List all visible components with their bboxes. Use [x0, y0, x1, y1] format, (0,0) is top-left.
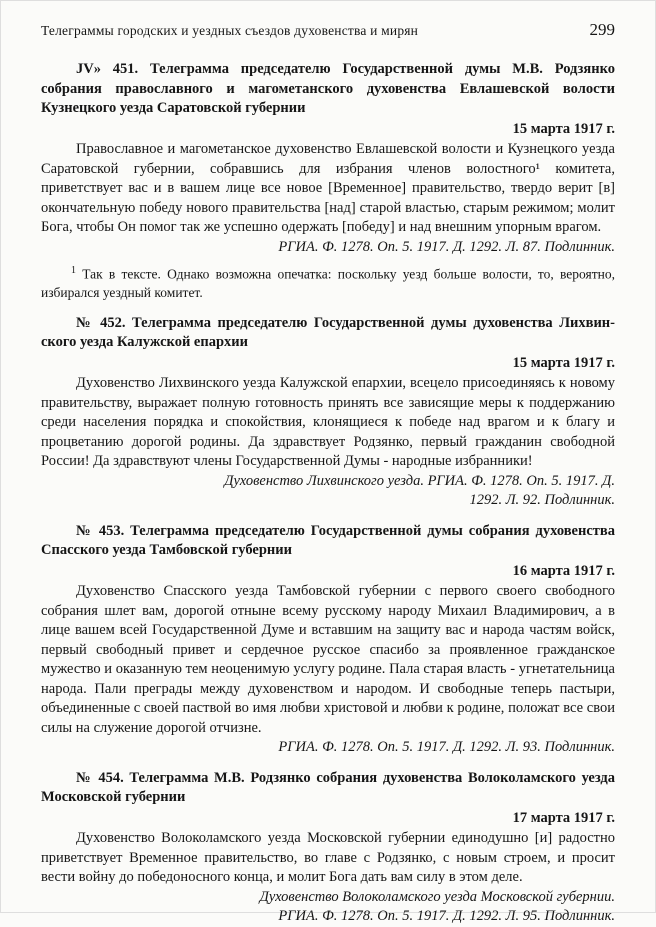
- entry-citation: РГИА. Ф. 1278. Оп. 5. 1917. Д. 1292. Л. 87. Подлинник.: [278, 238, 615, 255]
- running-title: Телеграммы городских и уездных съездов духовенства и мирян: [41, 23, 419, 38]
- page-number: 299: [589, 20, 615, 39]
- entry-body: Православное и магометанское духовенство Евлашевской волости и Кузнецкого уезда Саратовской губернии, собравшись для избрания членов волостного¹ комитета, приветствует вас и в вашем лице все новое [Временное] правительство, твердо верит [в] окончательную победу нового правительства [над] старой властью, старым режимом; молит Бога, чтобы Он помог так же успешно одержать [победу] и над внешним упорным врагом.: [41, 141, 615, 235]
- telegram-entry-454: [41, 769, 615, 927]
- entry-body: Духовенство Волоколамского уезда Московской губернии единодушно [и] радостно приветствует Временное правительство, во главе с Родзянко, с новым строем, и просит вести войну до победоносного конца, и молит Бога дать вам силу в этом деле.: [41, 830, 615, 885]
- entry-heading: № 452. Телеграмма председателю Государственной думы духовенства Лихвин-ского уезда Калужской епархии: [41, 314, 615, 350]
- entry-footnote: [41, 262, 615, 303]
- entry-date: 15 марта 1917 г.: [512, 354, 615, 371]
- entry-heading: № 453. Телеграмма председателю Государственной думы собрания духовенства Спасского уезда Тамбовской губернии: [41, 522, 615, 558]
- telegram-entry-453: [41, 522, 615, 758]
- entry-citation-line: Духовенство Лихвинского уезда. РГИА. Ф. 1278. Оп. 5. 1917. Д.: [224, 472, 615, 489]
- footnote-text: Так в тексте. Однако возможна опечатка: поскольку уезд больше волости, то, вероятно, избирался уездный комитет.: [41, 266, 615, 300]
- entry-citation-line: 1292. Л. 92. Подлинник.: [469, 492, 615, 508]
- entry-heading: № 454. Телеграмма М.В. Родзянко собрания духовенства Волоколамского уезда Московской губернии: [41, 769, 615, 805]
- entry-heading: JV» 451. Телеграмма председателю Государственной думы М.В. Родзянко собрания православного и магометанского духовенства Евлашевской волости Кузнецкого уезда Саратовской губернии: [41, 61, 615, 116]
- entry-body: Духовенство Спасского уезда Тамбовской губернии с первого своего свободного собрания шлет вам, дорогой отныне всему русскому народу Михаил Владимирович, а в лице вашем всей Государственной Думе и вставшим на защиту вас и народа частям войск, первый свободный привет и сердечное русское спасибо за проявленное гражданское мужество и оказанную тем неоценимую услугу родине. Пала старая власть - угнетательница народа. Пали преграды между духовенством и народом. И свободные теперь пастыри, объединенные с своей паствой во имя любви христовой и любви к родине, положат все свои силы на служение дорогой отчизне.: [41, 583, 615, 736]
- footnote-marker: 1: [71, 265, 76, 276]
- page-header: [41, 20, 615, 40]
- entry-citation-line: Духовенство Волоколамского уезда Московской губернии.: [259, 888, 615, 905]
- telegram-entry-451: [41, 60, 615, 303]
- entry-citation: РГИА. Ф. 1278. Оп. 5. 1917. Д. 1292. Л. 93. Подлинник.: [278, 739, 615, 755]
- entry-date: 17 марта 1917 г.: [512, 809, 615, 826]
- entry-body: Духовенство Лихвинского уезда Калужской епархии, всецело присоединяясь к новому правительству, выражает полную готовность принять все зависящие меры к поддержанию среди населения порядка и спокойствия, клонящиеся к победе над врагом и к благу и процветанию дорогой родины. Да здравствует Родзянко, первый гражданин свободной России! Да здравствуют члены Государственной Думы - народные избранники!: [41, 375, 615, 469]
- entry-date: 16 марта 1917 г.: [512, 562, 615, 579]
- telegram-entry-452: [41, 314, 615, 511]
- entry-citation-line: РГИА. Ф. 1278. Оп. 5. 1917. Д. 1292. Л. 95. Подлинник.: [278, 908, 615, 924]
- entry-date: 15 марта 1917 г.: [512, 120, 615, 137]
